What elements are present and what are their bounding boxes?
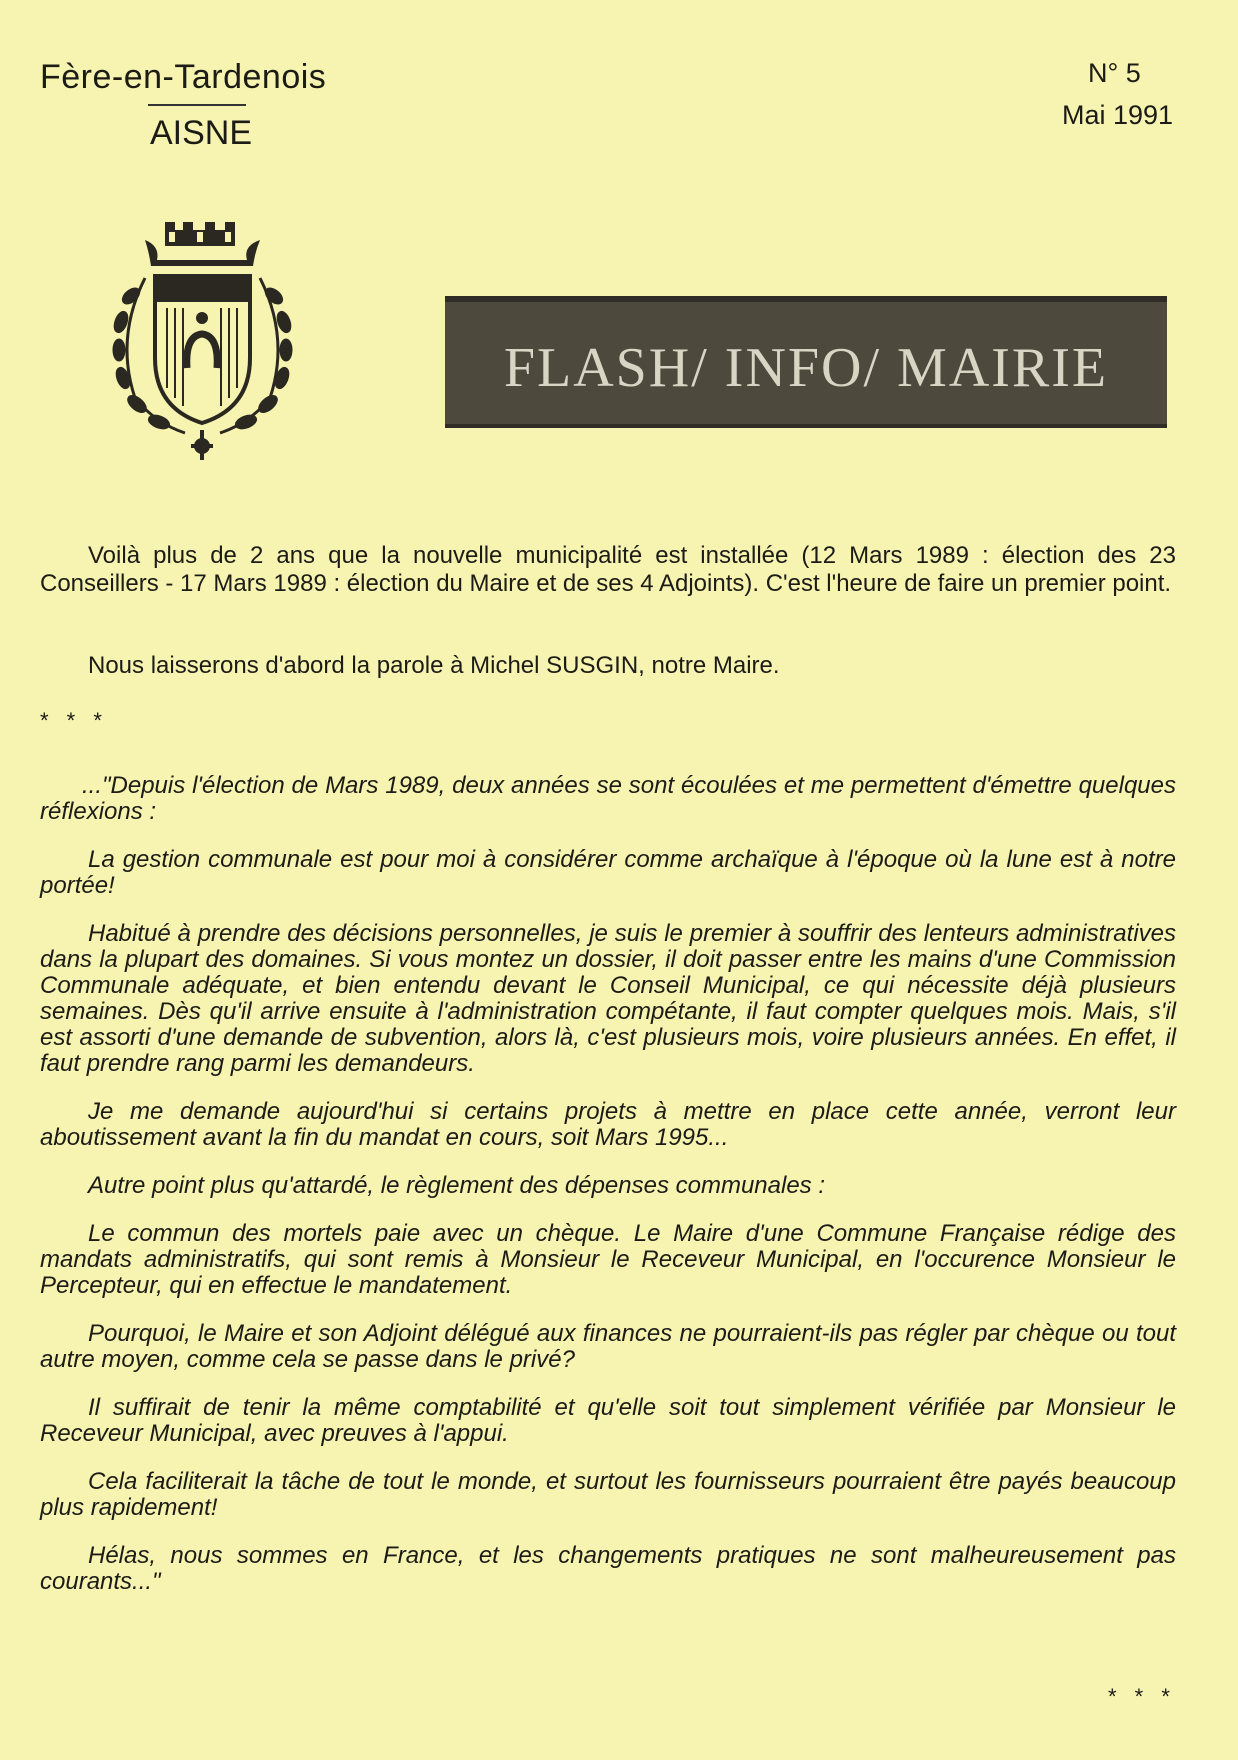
quote-paragraph: La gestion communale est pour moi à considérer comme archaïque à l'époque où la lune est à notre portée! [40,846,1176,899]
quote-paragraph: Il suffirait de tenir la même comptabilité et qu'elle soit tout simplement vérifiée par Monsieur le Receveur Municipal, avec preuves à l'appui. [40,1394,1176,1447]
quote-paragraph: Hélas, nous sommes en France, et les changements pratiques ne sont malheureusement pas courants..." [40,1542,1176,1595]
intro-paragraph: Voilà plus de 2 ans que la nouvelle municipalité est installée (12 Mars 1989 : élection des 23 Conseillers - 17 Mars 1989 : élection du Maire et de ses 4 Adjoints). C'est l'heure de faire un premier point. [40,542,1176,597]
mayor-quote [40,773,1176,1617]
issue-date: Mai 1991 [1062,100,1174,130]
town-name: Fère-en-Tardenois [40,58,327,96]
header-rule [148,104,246,106]
coat-of-arms-icon [105,218,300,466]
footer-separator: * * * [1108,1684,1176,1709]
issue-number: N° 5 [1088,58,1141,88]
crown-icon [145,222,260,266]
shield-icon [155,276,250,423]
section-separator: * * * [40,708,108,733]
cross-pendant-icon [191,430,213,460]
quote-paragraph: Habitué à prendre des décisions personnelles, je suis le premier à souffrir des lenteurs administratives dans la plupart des domaines. Si vous montez un dossier, il doit passer entre les mains d'une Commission Communale adéquate, et bien entendu devant le Conseil Municipal, ce qui nécessite déjà plusieurs semaines. Dès qu'il arrive ensuite à l'administration compétante, il faut compter quelques mois. Mais, s'il est assorti d'une demande de subvention, alors là, c'est plusieurs mois, voire plusieurs années. En effet, il faut prendre rang parmi les demandeurs. [40,920,1176,1077]
quote-paragraph: Je me demande aujourd'hui si certains projets à mettre en place cette année, verront leur aboutissement avant la fin du mandat en cours, soit Mars 1995... [40,1098,1176,1151]
quote-paragraph: Pourquoi, le Maire et son Adjoint délégué aux finances ne pourraient-ils pas régler par chèque ou tout autre moyen, comme cela se passe dans le privé? [40,1320,1176,1373]
quote-paragraph: Le commun des mortels paie avec un chèque. Le Maire d'une Commune Française rédige des mandats administratifs, qui sont remis à Monsieur le Receveur Municipal, en l'occurence Monsieur le Percepteur, qui en effectue le mandatement. [40,1220,1176,1299]
quote-paragraph: Cela faciliterait la tâche de tout le monde, et surtout les fournisseurs pourraient être payés beaucoup plus rapidement! [40,1468,1176,1521]
quote-paragraph: ..."Depuis l'élection de Mars 1989, deux années se sont écoulées et me permettent d'émettre quelques réflexions : [40,772,1176,825]
flash-info-banner [445,296,1167,428]
intro-paragraph-mayor: Nous laisserons d'abord la parole à Michel SUSGIN, notre Maire. [88,652,780,679]
department-name: AISNE [150,114,253,152]
banner-title: FLASH/ INFO/ MAIRIE [503,337,1109,399]
quote-paragraph: Autre point plus qu'attardé, le règlement des dépenses communales : [88,1172,826,1199]
